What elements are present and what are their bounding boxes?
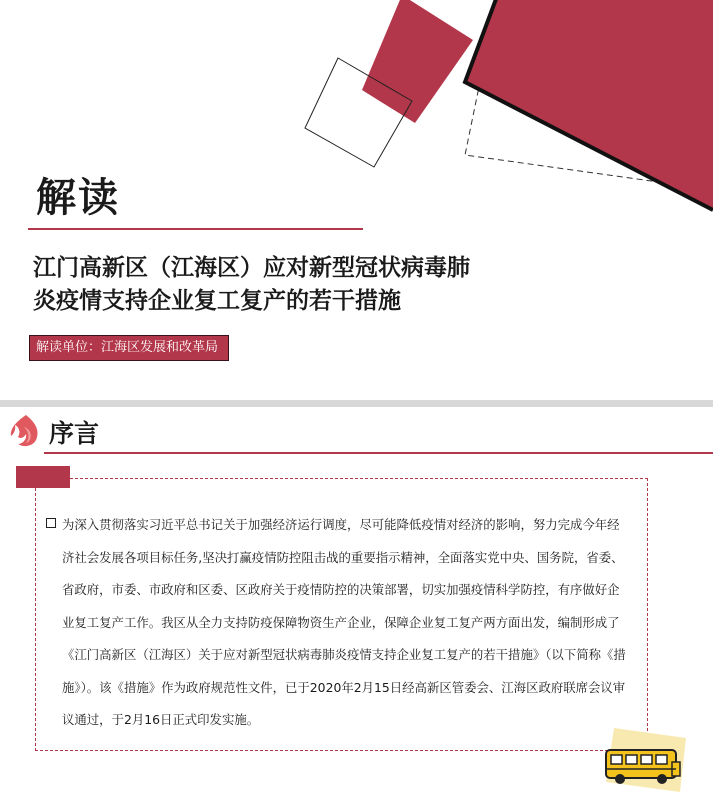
- page-title: 解读: [36, 175, 120, 221]
- section-divider: [44, 452, 713, 454]
- slide-separator: [0, 400, 713, 407]
- title-divider: [28, 228, 363, 230]
- subtitle-line-2: 炎疫情支持企业复工复产的若干措施: [33, 288, 401, 314]
- unit-badge: 解读单位：江海区发展和改革局: [29, 335, 229, 361]
- bullet-square-icon: [46, 518, 56, 528]
- subtitle-line-1: 江门高新区（江海区）应对新型冠状病毒肺: [33, 255, 470, 281]
- flame-icon: [6, 413, 44, 449]
- large-square-outline: [465, 0, 713, 210]
- section-title: 序言: [49, 419, 100, 448]
- dashed-square-shape: [465, 0, 713, 185]
- document-subtitle: [33, 252, 470, 318]
- large-red-square: [465, 0, 713, 210]
- preface-paragraph: 为深入贯彻落实习近平总书记关于加强经济运行调度，尽可能降低疫情对经济的影响，努力完成今年经济社会发展各项目标任务,坚决打赢疫情防控阻击战的重要指示精神，全面落实党中央、国务院，省委、省政府，市委、市政府和区委、区政府关于疫情防控的决策部署，切实加强疫情科学防控，有序做好企业复工复产工作。我区从全力支持防疫保障物资生产企业，保障企业复工复产两方面出发，编制形成了《江门高新区（江海区）关于应对新型冠状病毒肺炎疫情支持企业复工复产的若干措施》（以下简称《措施》）。该《措施》作为政府规范性文件，已于2020年2月15日经高新区管委会、江海区政府联席会议审议通过，于2月16日正式印发实施。: [62, 517, 626, 727]
- outline-square-shape: [305, 58, 412, 167]
- title-slide: [0, 0, 713, 400]
- school-bus-icon: [596, 722, 688, 794]
- small-red-square: [362, 0, 473, 123]
